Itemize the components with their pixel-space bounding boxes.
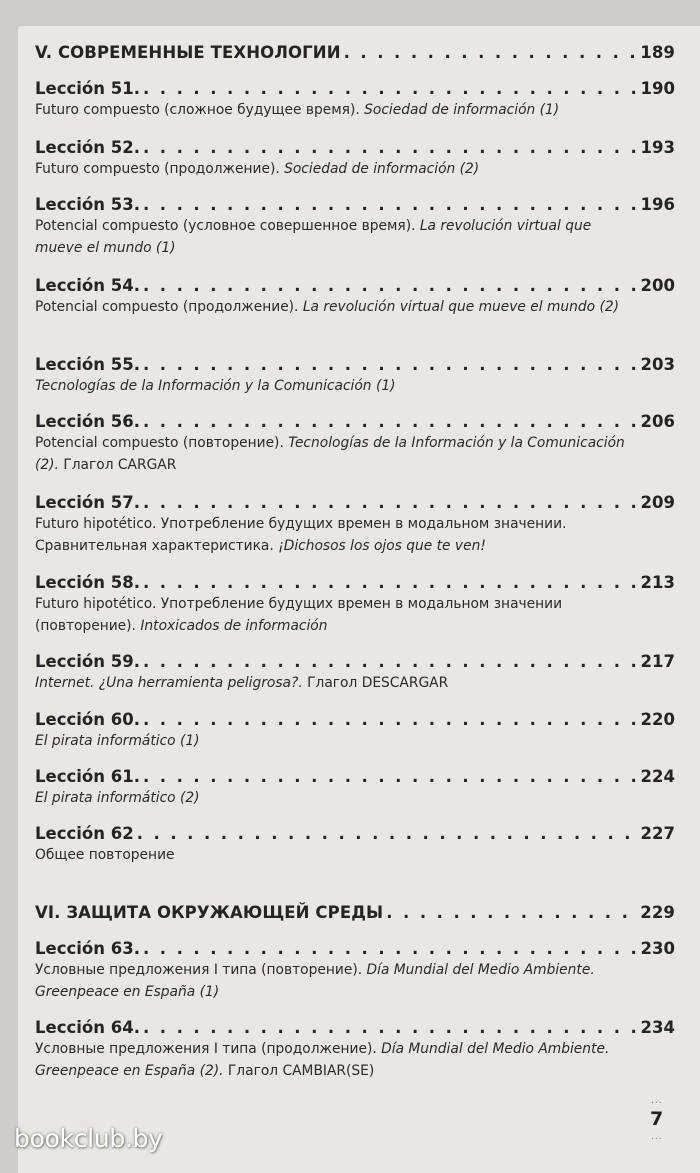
lesson-description <box>35 730 635 752</box>
description-text: Условные предложения I типа (продолжение). <box>35 1041 382 1057</box>
lesson-title: Lección 60. <box>35 710 140 729</box>
description-italic-text: Tecnologías de la Información y la Comunicación (1) <box>35 378 396 394</box>
lesson-page-number: 209 <box>640 493 675 512</box>
dot-leader <box>143 195 638 214</box>
toc-entry-lesson-62 <box>35 824 675 866</box>
description-italic-text: Internet. ¿Una herramienta peligrosa?. <box>35 675 303 691</box>
lesson-description <box>35 158 635 180</box>
description-italic-text: La revolución virtual que mueve el mundo (1) <box>35 218 592 256</box>
description-italic-text: El pirata informático (1) <box>35 733 200 749</box>
description-text: Глагол DESCARGAR <box>302 675 449 691</box>
toc-entry-lesson-64 <box>35 1018 675 1082</box>
lesson-description <box>35 787 635 809</box>
dot-leader <box>143 412 638 431</box>
lesson-page-number: 196 <box>640 195 675 214</box>
description-italic-text: Tecnologías de la Información y la Comunicación (2). <box>35 435 625 473</box>
dot-leader <box>143 355 638 374</box>
lesson-page-number: 224 <box>640 767 675 786</box>
toc-entry-lesson-59 <box>35 652 675 694</box>
toc-entry-lesson-60 <box>35 710 675 752</box>
lesson-description <box>35 593 635 637</box>
lesson-page-number: 190 <box>640 79 675 98</box>
description-italic-text: Intoxicados de información <box>140 618 328 634</box>
dot-leader <box>386 903 637 922</box>
description-italic-text: Día Mundial del Medio Ambiente. Greenpeace en España (1) <box>35 962 595 1000</box>
lesson-page-number: 234 <box>640 1018 675 1037</box>
lesson-description <box>35 296 635 318</box>
description-text: Futuro hipotético. Употребление будущих времен в модальном значении (повторение). <box>35 596 563 634</box>
lesson-page-number: 200 <box>640 276 675 295</box>
toc-entry-lesson-63 <box>35 939 675 1003</box>
dot-leader <box>143 573 638 592</box>
toc-entry-lesson-55 <box>35 355 675 397</box>
lesson-page-number: 230 <box>640 939 675 958</box>
description-italic-text: Sociedad de información (1) <box>364 102 560 118</box>
lesson-description <box>35 1038 635 1082</box>
dot-leader <box>143 138 638 157</box>
description-text: Условные предложения I типа (повторение). <box>35 962 367 978</box>
lesson-title: Lección 63. <box>35 939 140 958</box>
toc-entry-lesson-51 <box>35 79 675 121</box>
lesson-title: Lección 58. <box>35 573 140 592</box>
toc-entry-lesson-57 <box>35 493 675 557</box>
description-text: Potencial compuesto (условное совершенное время). <box>35 218 420 234</box>
section-title: VI. ЗАЩИТА ОКРУЖАЮЩЕЙ СРЕДЫ <box>35 903 384 922</box>
dot-leader <box>143 1018 638 1037</box>
lesson-title: Lección 59. <box>35 652 140 671</box>
lesson-page-number: 213 <box>640 573 675 592</box>
lesson-title: Lección 55. <box>35 355 140 374</box>
lesson-title: Lección 53. <box>35 195 140 214</box>
description-text: Potencial compuesto (повторение). <box>35 435 289 451</box>
watermark: bookclub.by <box>14 1124 163 1153</box>
lesson-title: Lección 57. <box>35 493 140 512</box>
lesson-description <box>35 215 635 259</box>
dot-leader <box>143 79 638 98</box>
lesson-title: Lección 54. <box>35 276 140 295</box>
lesson-page-number: 206 <box>640 412 675 431</box>
description-text: Futuro compuesto (продолжение). <box>35 161 285 177</box>
description-italic-text: ¡Dichosos los ojos que te ven! <box>278 538 486 554</box>
description-text: Глагол CAMBIAR(SE) <box>223 1063 375 1079</box>
lesson-description <box>35 99 635 121</box>
lesson-description <box>35 375 635 397</box>
toc-entry-lesson-58 <box>35 573 675 637</box>
page-number: 7 <box>650 1108 664 1130</box>
lesson-description <box>35 432 635 476</box>
lesson-page-number: 203 <box>640 355 675 374</box>
lesson-description <box>35 844 635 866</box>
lesson-description <box>35 959 635 1003</box>
toc-entry-lesson-52 <box>35 138 675 180</box>
description-italic-text: El pirata informático (2) <box>35 790 200 806</box>
section-title: V. СОВРЕМЕННЫЕ ТЕХНОЛОГИИ <box>35 43 341 62</box>
lesson-page-number: 227 <box>640 824 675 843</box>
dot-leader <box>143 493 638 512</box>
section-page-number: 189 <box>640 43 675 62</box>
dot-leader <box>143 939 638 958</box>
description-italic-text: La revolución virtual que mueve el mundo (2) <box>302 299 620 315</box>
description-italic-text: Día Mundial del Medio Ambiente. Greenpeace en España (2). <box>35 1041 610 1079</box>
dot-leader <box>143 710 638 729</box>
description-text: Глагол CARGAR <box>58 457 177 473</box>
description-text: Futuro hipotético. Употребление будущих времен в модальном значении. Сравнительная характеристика. <box>35 516 567 554</box>
page-marker-top: ... <box>651 1096 663 1106</box>
lesson-title: Lección 61. <box>35 767 140 786</box>
dot-leader <box>143 767 638 786</box>
toc-entry-lesson-53 <box>35 195 675 259</box>
lesson-title: Lección 51. <box>35 79 140 98</box>
lesson-title: Lección 62 <box>35 824 134 843</box>
lesson-description <box>35 513 635 557</box>
page-marker-bottom: ... <box>651 1132 663 1142</box>
description-text: Futuro compuesto (сложное будущее время). <box>35 102 365 118</box>
section-page-number: 229 <box>640 903 675 922</box>
dot-leader <box>143 652 638 671</box>
lesson-description <box>35 672 635 694</box>
section-heading-v <box>35 43 675 62</box>
lesson-title: Lección 52. <box>35 138 140 157</box>
dot-leader <box>344 43 638 62</box>
description-italic-text: Sociedad de información (2) <box>284 161 480 177</box>
lesson-title: Lección 64. <box>35 1018 140 1037</box>
toc-entry-lesson-61 <box>35 767 675 809</box>
description-text: Potencial compuesto (продолжение). <box>35 299 303 315</box>
toc-entry-lesson-54 <box>35 276 675 318</box>
dot-leader <box>143 276 638 295</box>
lesson-page-number: 217 <box>640 652 675 671</box>
dot-leader <box>137 824 638 843</box>
description-text: Общее повторение <box>35 847 175 863</box>
lesson-page-number: 193 <box>640 138 675 157</box>
lesson-title: Lección 56. <box>35 412 140 431</box>
section-heading-vi <box>35 903 675 922</box>
lesson-page-number: 220 <box>640 710 675 729</box>
toc-entry-lesson-56 <box>35 412 675 476</box>
